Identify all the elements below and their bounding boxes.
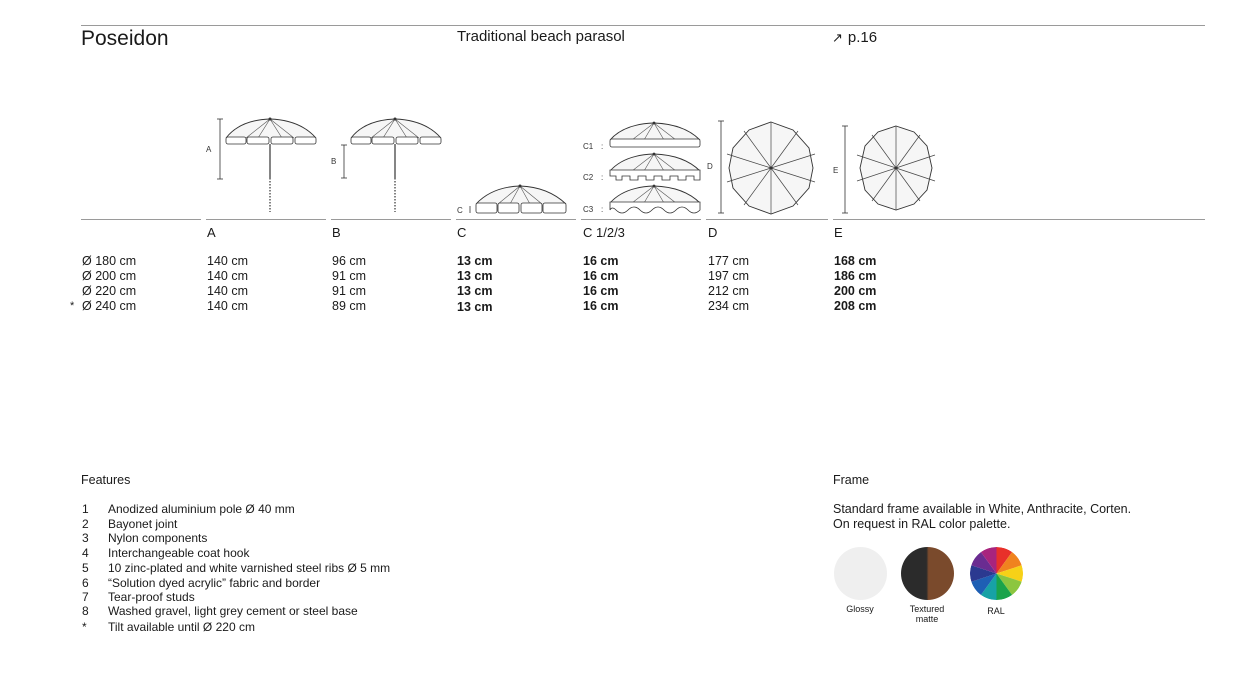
- cell-e: 168 cm: [834, 254, 877, 268]
- feature-number: 2: [82, 517, 89, 531]
- column-divider: [833, 219, 1205, 220]
- column-header-a: A: [207, 225, 216, 240]
- umbrella-diagram-c123: [578, 118, 708, 218]
- cell-b: 96 cm: [332, 254, 367, 268]
- features-title: Features: [81, 473, 131, 487]
- swatch-label-textured-matte: Textured matte: [909, 604, 945, 624]
- feature-number: 6: [82, 576, 89, 590]
- cell-b: 89 cm: [332, 299, 367, 313]
- cell-d: 212 cm: [708, 284, 749, 298]
- svg-text::: :: [601, 205, 604, 214]
- column-divider: [206, 219, 326, 220]
- column-divider: [81, 219, 201, 220]
- cell-c: 13 cm: [457, 284, 493, 298]
- size-cell: Ø 240 cm: [82, 299, 137, 313]
- umbrella-diagram-c: [450, 180, 575, 218]
- top-divider: [81, 25, 1205, 26]
- diagram-label-a: A: [206, 145, 212, 154]
- svg-text::: :: [601, 142, 604, 151]
- cell-a: 140 cm: [207, 254, 248, 268]
- diagram-label-b: B: [331, 157, 337, 166]
- column-divider: [456, 219, 576, 220]
- cell-a: 140 cm: [207, 299, 248, 313]
- cell-e: 186 cm: [834, 269, 877, 283]
- cell-c123: 16 cm: [583, 284, 619, 298]
- feature-number: 8: [82, 604, 89, 618]
- feature-number: *: [82, 620, 87, 634]
- feature-number: 3: [82, 531, 89, 545]
- diagram-label-c1: C1: [583, 142, 594, 151]
- page-reference-link[interactable]: [832, 29, 877, 47]
- column-header-d: D: [708, 225, 718, 240]
- cell-a: 140 cm: [207, 269, 248, 283]
- feature-text: 10 zinc-plated and white varnished steel ribs Ø 5 mm: [108, 561, 391, 575]
- cell-e: 200 cm: [834, 284, 877, 298]
- column-divider: [331, 219, 451, 220]
- frame-description-standard: Standard frame available in White, Anthracite, Corten.: [833, 502, 1132, 516]
- cell-c123: 16 cm: [583, 254, 619, 268]
- umbrella-diagram-b: [325, 112, 450, 217]
- diagram-label-c: C: [457, 206, 463, 215]
- swatch-glossy: [834, 547, 887, 600]
- feature-number: 7: [82, 590, 89, 604]
- umbrella-diagram-a: [200, 112, 325, 217]
- cell-d: 197 cm: [708, 269, 749, 283]
- feature-text: Bayonet joint: [108, 517, 178, 531]
- svg-text::: :: [601, 173, 604, 182]
- column-header-c123: C 1/2/3: [583, 225, 625, 240]
- product-subtitle: Traditional beach parasol: [457, 28, 625, 45]
- feature-number: 4: [82, 546, 89, 560]
- page-reference-label: p.16: [847, 29, 878, 46]
- frame-description-request: On request in RAL color palette.: [833, 517, 1011, 531]
- diagram-label-e: E: [833, 166, 839, 175]
- product-title: Poseidon: [81, 27, 169, 50]
- feature-text: Anodized aluminium pole Ø 40 mm: [108, 502, 295, 516]
- cell-c123: 16 cm: [583, 299, 619, 313]
- cell-b: 91 cm: [332, 269, 367, 283]
- size-cell: Ø 200 cm: [82, 269, 137, 283]
- tilt-footnote-marker: *: [70, 300, 75, 312]
- cell-e: 208 cm: [834, 299, 877, 313]
- cell-c123: 16 cm: [583, 269, 619, 283]
- feature-text: Washed gravel, light grey cement or steel base: [108, 604, 358, 618]
- cell-d: 234 cm: [708, 299, 749, 313]
- feature-text: Interchangeable coat hook: [108, 546, 250, 560]
- column-divider: [581, 219, 701, 220]
- column-header-c: C: [457, 225, 467, 240]
- size-cell: Ø 220 cm: [82, 284, 137, 298]
- cell-a: 140 cm: [207, 284, 248, 298]
- swatch-label-ral: RAL: [987, 606, 1005, 616]
- swatch-label-glossy: Glossy: [846, 604, 874, 614]
- feature-text: “Solution dyed acrylic” fabric and border: [108, 576, 321, 590]
- swatch-textured-matte: [901, 547, 954, 600]
- column-header-b: B: [332, 225, 341, 240]
- swatch-ral-palette: [970, 547, 1023, 600]
- column-header-e: E: [834, 225, 843, 240]
- diagram-label-c3: C3: [583, 205, 594, 214]
- feature-number: 1: [82, 502, 89, 516]
- cell-c: 13 cm: [457, 300, 493, 314]
- feature-text: Nylon components: [108, 531, 208, 545]
- arrow-up-right-icon: ↗: [832, 30, 843, 45]
- size-cell: Ø 180 cm: [82, 254, 137, 268]
- diagram-label-d: D: [707, 162, 713, 171]
- frame-title: Frame: [833, 473, 870, 487]
- feature-text: Tilt available until Ø 220 cm: [108, 620, 255, 634]
- umbrella-diagram-d: [705, 118, 830, 218]
- column-divider: [706, 219, 828, 220]
- cell-d: 177 cm: [708, 254, 749, 268]
- cell-c: 13 cm: [457, 254, 493, 268]
- cell-c: 13 cm: [457, 269, 493, 283]
- cell-b: 91 cm: [332, 284, 367, 298]
- umbrella-diagram-e: [830, 118, 955, 218]
- diagram-label-c2: C2: [583, 173, 594, 182]
- feature-number: 5: [82, 561, 89, 575]
- feature-text: Tear-proof studs: [108, 590, 195, 604]
